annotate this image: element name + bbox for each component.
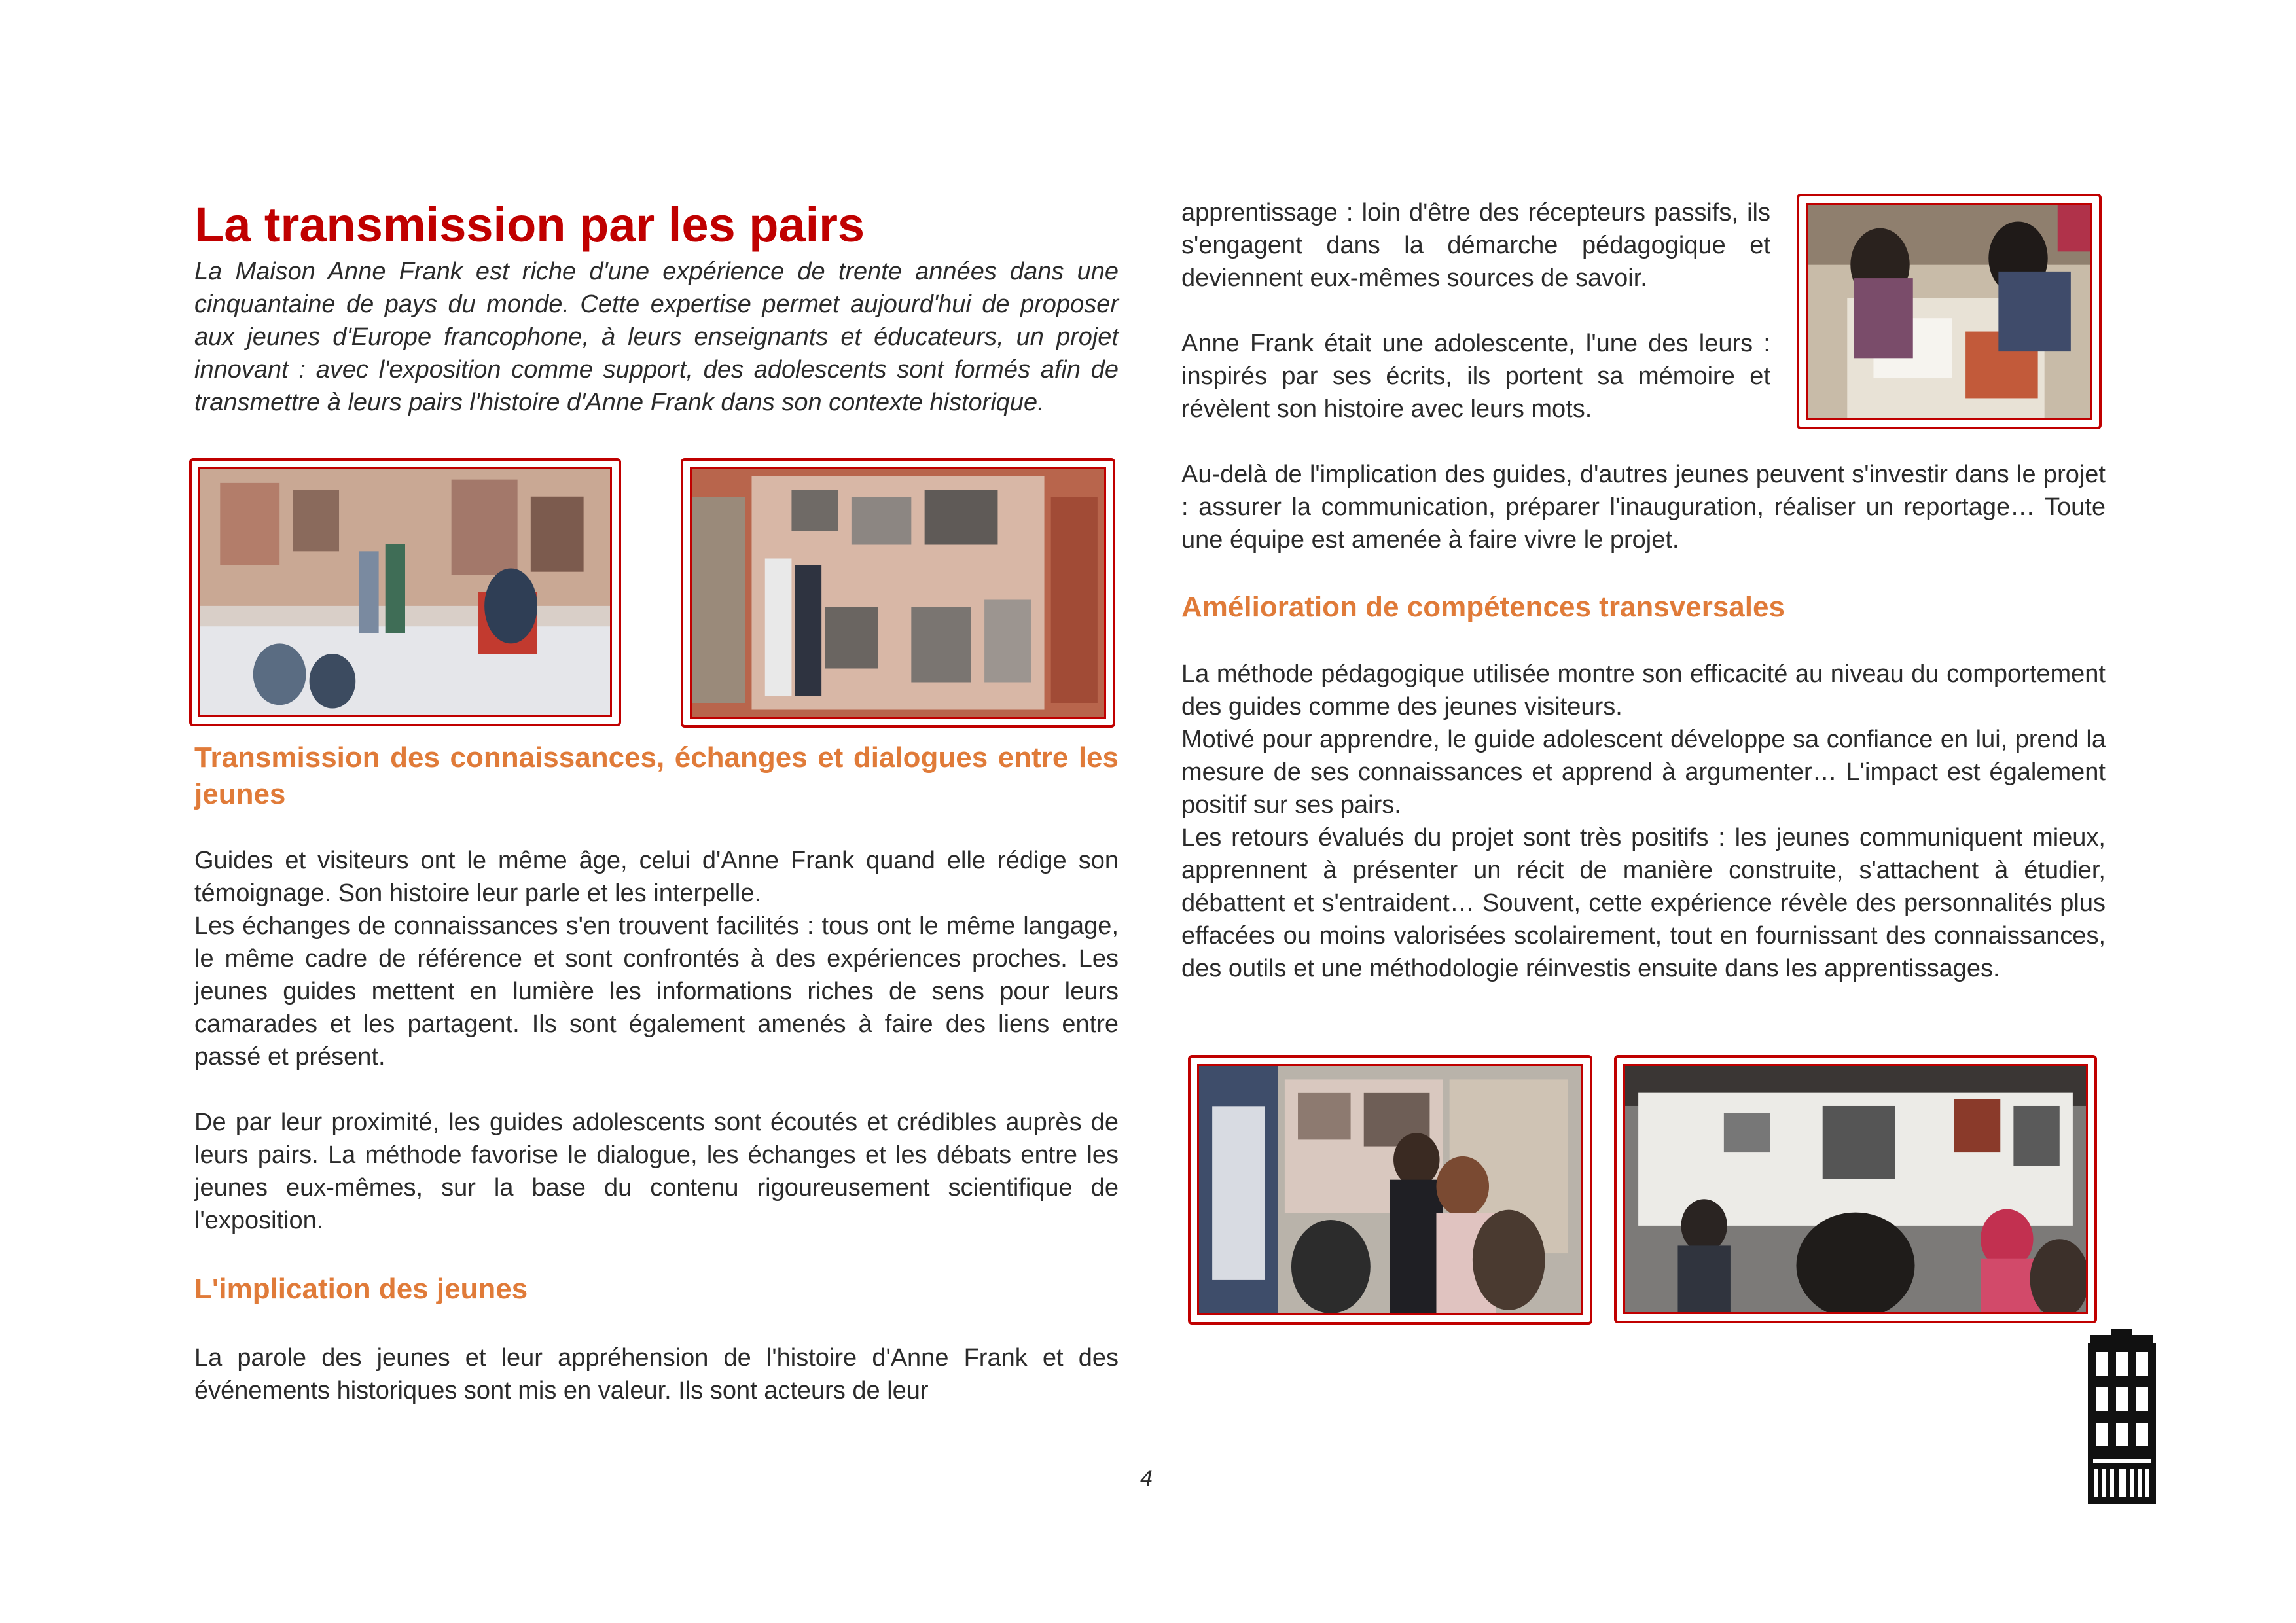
left-paragraph-4: La parole des jeunes et leur appréhension de l'histoire d'Anne Frank et des événements historiques sont mis en valeur. Ils sont acteurs de leur xyxy=(194,1344,1119,1404)
photo-guide-pointing-image xyxy=(1199,1066,1581,1313)
heading-transmission: Transmission des connaissances, échanges et dialogues entre les jeunes xyxy=(194,741,1119,810)
right-paragraph-4: La méthode pédagogique utilisée montre son efficacité au niveau du comportement des guides comme des jeunes visiteurs. xyxy=(1181,660,2106,721)
photo-exhibition-panels-image xyxy=(692,469,1104,717)
right-paragraph-2: Anne Frank était une adolescente, l'une des leurs : inspirés par ses écrits, ils portent sa mémoire et révèlent son histoire avec leurs mots. xyxy=(1181,330,1770,423)
photo-group-visit xyxy=(1614,1055,2097,1323)
left-paragraph-3: De par leur proximité, les guides adolescents sont écoutés et crédibles auprès de leurs pairs. La méthode favorise le dialogue, les échanges et les débats entre les jeunes eux-mêmes, sur la base du contenu rigoureusement scientifique de l'exposition. xyxy=(194,1109,1119,1234)
photo-students-writing-image xyxy=(1808,205,2090,418)
photo-seated-group xyxy=(189,458,621,726)
photo-group-visit-image xyxy=(1625,1066,2086,1312)
right-paragraph-6: Les retours évalués du projet sont très positifs : les jeunes communiquent mieux, apprennent à présenter un récit de manière construite, s'attachent à étudier, débattent et s'entraident… Souvent, cette expérience révèle des personnalités plus effacées ou moins valorisées scolairement, tout en fournissant des connaissances, des outils et une méthodologie réinvestis ensuite dans les apprentissages. xyxy=(1181,824,2106,982)
left-paragraph-1: Guides et visiteurs ont le même âge, celui d'Anne Frank quand elle rédige son témoignage. Son histoire leur parle et les interpelle. xyxy=(194,847,1119,907)
left-paragraph-2: Les échanges de connaissances s'en trouvent facilités : tous ont le même langage, le même cadre de référence et sont confrontés à des expériences proches. Les jeunes guides mettent en lumière les informations riches de sens pour leurs camarades et les partagent. Ils sont également amenés à faire des liens entre passé et présent. xyxy=(194,912,1119,1071)
photo-seated-group-image xyxy=(200,469,610,715)
heading-implication: L'implication des jeunes xyxy=(194,1273,528,1305)
photo-students-writing xyxy=(1797,194,2102,429)
intro-paragraph: La Maison Anne Frank est riche d'une expérience de trente années dans une cinquantaine de pays du monde. Cette expertise permet aujourd'hui de proposer aux jeunes d'Europe francophone, à leurs enseignants et éducateurs, un projet innovant : avec l'exposition comme support, des adolescents sont formés afin de transmettre à leurs pairs l'histoire d'Anne Frank dans son contexte historique. xyxy=(194,258,1119,416)
photo-guide-pointing xyxy=(1188,1055,1592,1325)
heading-competences: Amélioration de compétences transversales xyxy=(1181,591,1785,623)
page-number: 4 xyxy=(1140,1466,1153,1491)
anne-frank-house-logo-icon xyxy=(2088,1329,2156,1504)
right-paragraph-1: apprentissage : loin d'être des récepteurs passifs, ils s'engagent dans la démarche pédagogique et deviennent eux-mêmes sources de savoir. xyxy=(1181,199,1770,292)
right-paragraph-3: Au-delà de l'implication des guides, d'autres jeunes peuvent s'investir dans le projet : assurer la communication, préparer l'inauguration, réaliser un reportage… Toute une équipe est amenée à faire vivre le projet. xyxy=(1181,461,2106,554)
right-paragraph-5: Motivé pour apprendre, le guide adolescent développe sa confiance en lui, prend la mesure de ses connaissances et apprend à argumenter… L'impact est également positif sur ses pairs. xyxy=(1181,726,2106,819)
photo-exhibition-panels xyxy=(681,458,1115,728)
page-title: La transmission par les pairs xyxy=(194,198,865,252)
